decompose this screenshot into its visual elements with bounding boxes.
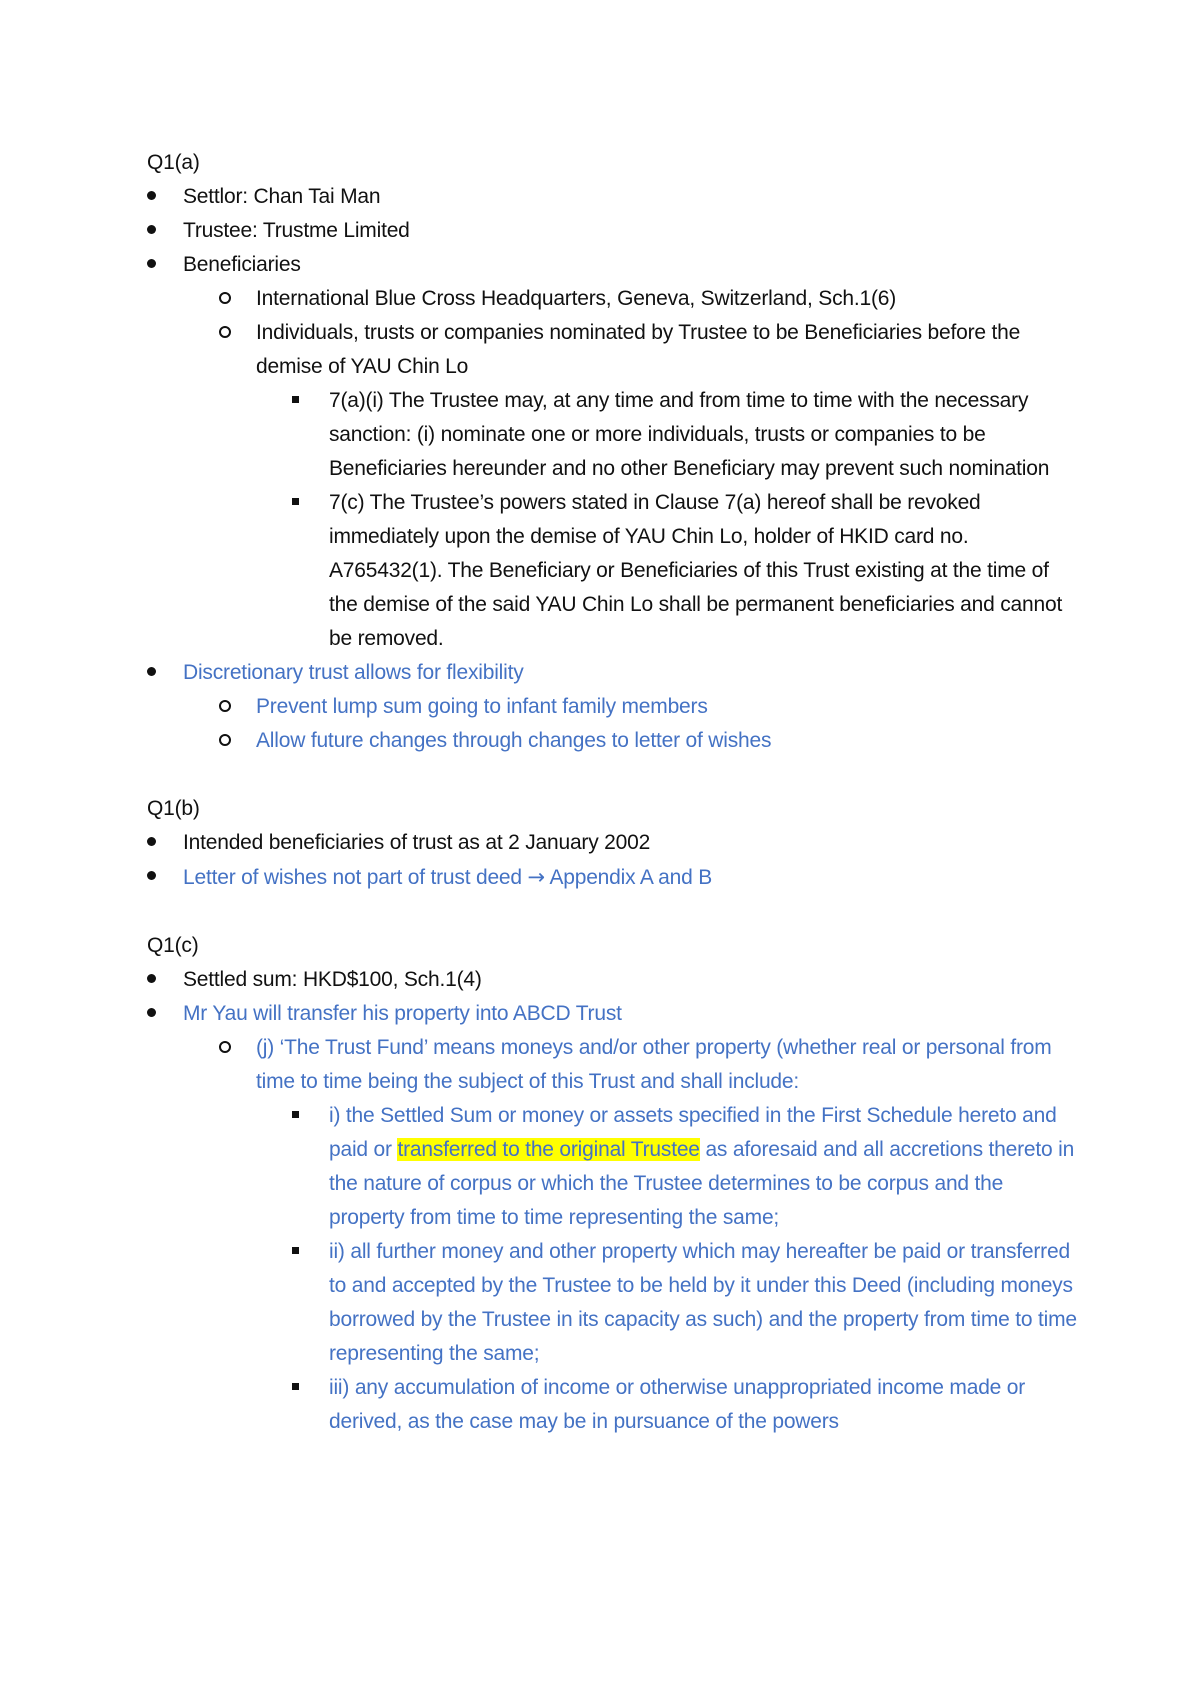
bullet-dot-icon xyxy=(147,214,156,248)
heading-q1a: Q1(a) xyxy=(147,151,200,174)
list-item-letter-of-wishes xyxy=(147,860,1077,895)
bullet-dot-icon xyxy=(147,826,156,860)
list-item-discretionary xyxy=(147,656,1077,690)
bullet-ring-icon xyxy=(219,690,231,724)
bullet-dot-icon xyxy=(147,963,156,997)
list-item-trustee xyxy=(147,214,1077,248)
list-item-clause-7c xyxy=(147,486,1077,656)
spacer xyxy=(147,758,1077,792)
list-item-mr-yau xyxy=(147,997,1077,1031)
spacer xyxy=(147,895,1077,929)
trustee-text: Trustee: Trustme Limited xyxy=(183,219,410,242)
q1a-list xyxy=(147,180,1077,758)
clause-7c-text: 7(c) The Trustee’s powers stated in Clause 7(a) hereof shall be revoked immediately upon the demise of YAU Chin Lo, holder of HKID card no. A765432(1). The Beneficiary or Beneficiaries of this Trust existing at the time of the demise of the said YAU Chin Lo shall be permanent beneficiaries and cannot be removed. xyxy=(329,491,1063,650)
list-item-prevent-lump xyxy=(147,690,1077,724)
list-item-settled-sum xyxy=(147,963,1077,997)
bullet-square-icon xyxy=(292,1235,299,1269)
arrow-right-icon: → xyxy=(527,865,545,889)
allow-changes-text: Allow future changes through changes to letter of wishes xyxy=(256,729,772,752)
bullet-dot-icon xyxy=(147,656,156,690)
list-item-beneficiary-2 xyxy=(147,316,1077,384)
settlor-text: Settlor: Chan Tai Man xyxy=(183,185,381,208)
bullet-ring-icon xyxy=(219,724,231,758)
highlighted-text: transferred to the original Trustee xyxy=(397,1138,700,1161)
list-item-allow-changes xyxy=(147,724,1077,758)
bullet-dot-icon xyxy=(147,248,156,282)
item-i-text-after: as aforesaid and all accretions thereto in the nature of corpus or which the Trustee determines to be corpus and the property from time to time representing the same; xyxy=(329,1138,1075,1229)
list-item-beneficiaries xyxy=(147,248,1077,282)
trust-fund-definition-text: (j) ‘The Trust Fund’ means moneys and/or other property (whether real or personal from time to time being the subject of this Trust and shall include: xyxy=(256,1036,1052,1093)
document-content xyxy=(147,146,1077,1439)
item-iii-text: iii) any accumulation of income or otherwise unappropriated income made or derived, as the case may be in pursuance of the powers xyxy=(329,1376,1026,1433)
heading-q1c: Q1(c) xyxy=(147,934,199,957)
list-item-intended xyxy=(147,826,1077,860)
heading-q1b: Q1(b) xyxy=(147,797,200,820)
bullet-dot-icon xyxy=(147,860,156,894)
bullet-square-icon xyxy=(292,384,299,418)
bullet-ring-icon xyxy=(219,316,231,350)
item-i-text-before: i) the Settled Sum or money or assets specified in the First Schedule hereto and paid or xyxy=(329,1104,1057,1161)
intended-text: Intended beneficiaries of trust as at 2 January 2002 xyxy=(183,831,651,854)
q1c-list xyxy=(147,963,1077,1439)
beneficiary-1-text: International Blue Cross Headquarters, Geneva, Switzerland, Sch.1(6) xyxy=(256,287,897,310)
bullet-square-icon xyxy=(292,1371,299,1405)
discretionary-text: Discretionary trust allows for flexibility xyxy=(183,661,524,684)
list-item-trust-fund-definition xyxy=(147,1031,1077,1099)
bullet-ring-icon xyxy=(219,1031,231,1065)
list-item-clause-7a xyxy=(147,384,1077,486)
list-item-fund-item-i xyxy=(147,1099,1077,1235)
q1b-list xyxy=(147,826,1077,895)
list-item-fund-item-iii xyxy=(147,1371,1077,1439)
beneficiary-2-text: Individuals, trusts or companies nominated by Trustee to be Beneficiaries before the demise of YAU Chin Lo xyxy=(256,321,1021,378)
list-item-fund-item-ii xyxy=(147,1235,1077,1371)
bullet-ring-icon xyxy=(219,282,231,316)
bullet-dot-icon xyxy=(147,180,156,214)
beneficiaries-text: Beneficiaries xyxy=(183,253,301,276)
letter-text-part2: Appendix A and B xyxy=(549,866,713,889)
prevent-lump-text: Prevent lump sum going to infant family members xyxy=(256,695,708,718)
clause-7a-text: 7(a)(i) The Trustee may, at any time and from time to time with the necessary sanction: (i) nominate one or more individuals, trusts or companies to be Beneficiaries hereunder and no other Beneficiary may prevent such nomination xyxy=(329,389,1050,480)
settled-sum-text: Settled sum: HKD$100, Sch.1(4) xyxy=(183,968,482,991)
list-item-beneficiary-1 xyxy=(147,282,1077,316)
list-item-settlor xyxy=(147,180,1077,214)
letter-text-part1: Letter of wishes not part of trust deed xyxy=(183,866,522,889)
bullet-dot-icon xyxy=(147,997,156,1031)
item-ii-text: ii) all further money and other property which may hereafter be paid or transferred to and accepted by the Trustee to be held by it under this Deed (including moneys borrowed by the Trustee in its capacity as such) and the property from time to time representing the same; xyxy=(329,1240,1077,1365)
bullet-square-icon xyxy=(292,486,299,520)
bullet-square-icon xyxy=(292,1099,299,1133)
mr-yau-text: Mr Yau will transfer his property into ABCD Trust xyxy=(183,1002,622,1025)
